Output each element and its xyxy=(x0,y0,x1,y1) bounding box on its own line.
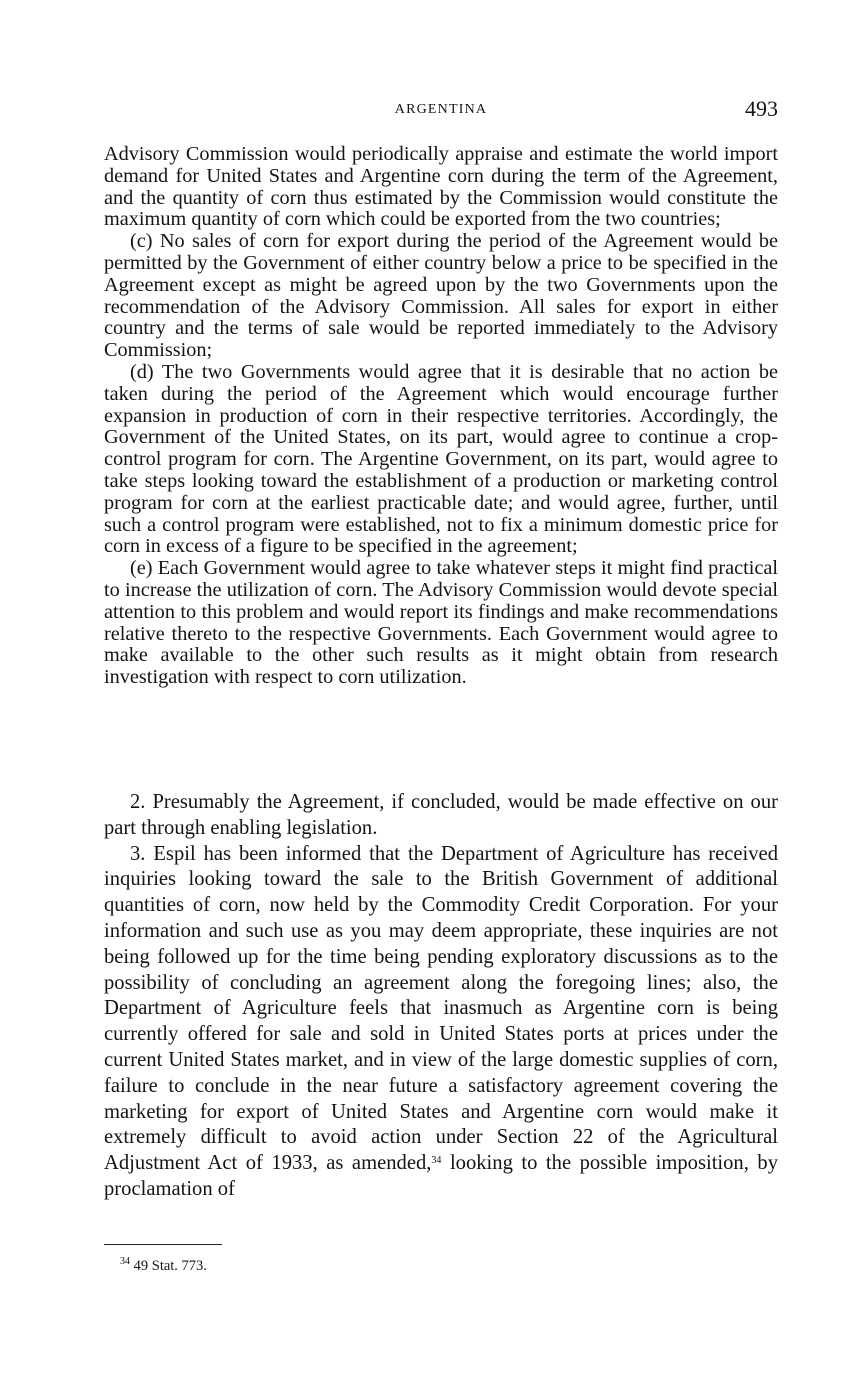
running-title: ARGENTINA xyxy=(394,102,488,117)
paragraph-item-d: (d) The two Governments would agree that it is desirable that no action be taken during the period of the Agreement which would encourage further expansion in production of corn in their respective territories. Accordingly, the Government of the United States, on its part, would agree to continue a crop-control program for corn. The Argentine Government, on its part, would agree to take steps looking toward the establishment of a production or marketing control program for corn at the earliest practicable date; and would agree, further, until such a control program were established, not to fix a minimum domestic price for corn in excess of a figure to be specified in the agreement; xyxy=(104,360,778,558)
paragraph-continuation: Advisory Commission would periodically appraise and estimate the world import demand for United States and Argentine corn during the term of the Agreement, and the quantity of corn thus estimated by the Commission would constitute the maximum quantity of corn which could be exported from the two countries; xyxy=(104,143,778,231)
footnote-divider xyxy=(104,1244,222,1245)
footnote-text: 49 Stat. 773. xyxy=(130,1258,207,1274)
footnote-reference: 34 xyxy=(431,1155,442,1167)
upper-text-block xyxy=(104,144,778,689)
footnote-marker: 34 xyxy=(120,1256,130,1267)
paragraph-3-text: 3. Espil has been informed that the Department of Agriculture has received inquiries looking toward the sale to the British Government of additional quantities of corn, now held by the Commodity Credit Corporation. For your information and such use as you may deem appropriate, these inquiries are not being followed up for the time being pending exploratory discussions as to the possibility of concluding an agreement along the foregoing lines; also, the Department of Agriculture feels that inasmuch as Argentine corn is being currently offered for sale and sold in United States ports at prices under the current United States market, and in view of the large domestic supplies of corn, failure to conclude in the near future a satisfactory agreement covering the marketing for export of United States and Argentine corn would make it extremely difficult to avoid action under Section 22 of the Agricultural Adjustment Act of 1933, as amended, xyxy=(104,842,778,1175)
running-head xyxy=(104,96,778,128)
lower-text-block xyxy=(104,790,778,1203)
footnote xyxy=(120,1258,207,1275)
page-number: 493 xyxy=(745,96,778,121)
paragraph-2: 2. Presumably the Agreement, if concluded, would be made effective on our part through enabling legislation. xyxy=(104,791,778,839)
paragraph-3 xyxy=(104,842,778,1203)
paragraph-3-text-end: looking to the possible imposition, by proclamation of xyxy=(104,1152,778,1200)
paragraph-item-e: (e) Each Government would agree to take whatever steps it might find practical to increase the utilization of corn. The Advisory Commission would devote special attention to this problem and would report its findings and make recommendations relative thereto to the respective Governments. Each Government would agree to make available to the other such results as it might obtain from research investigation with respect to corn utilization. xyxy=(104,557,778,689)
paragraph-item-c: (c) No sales of corn for export during the period of the Agreement would be permitted by the Government of either country below a price to be specified in the Agreement except as might be agreed upon by the two Governments upon the recommendation of the Advisory Commission. All sales for export in either country and the terms of sale would be reported immediately to the Advisory Commission; xyxy=(104,230,778,362)
